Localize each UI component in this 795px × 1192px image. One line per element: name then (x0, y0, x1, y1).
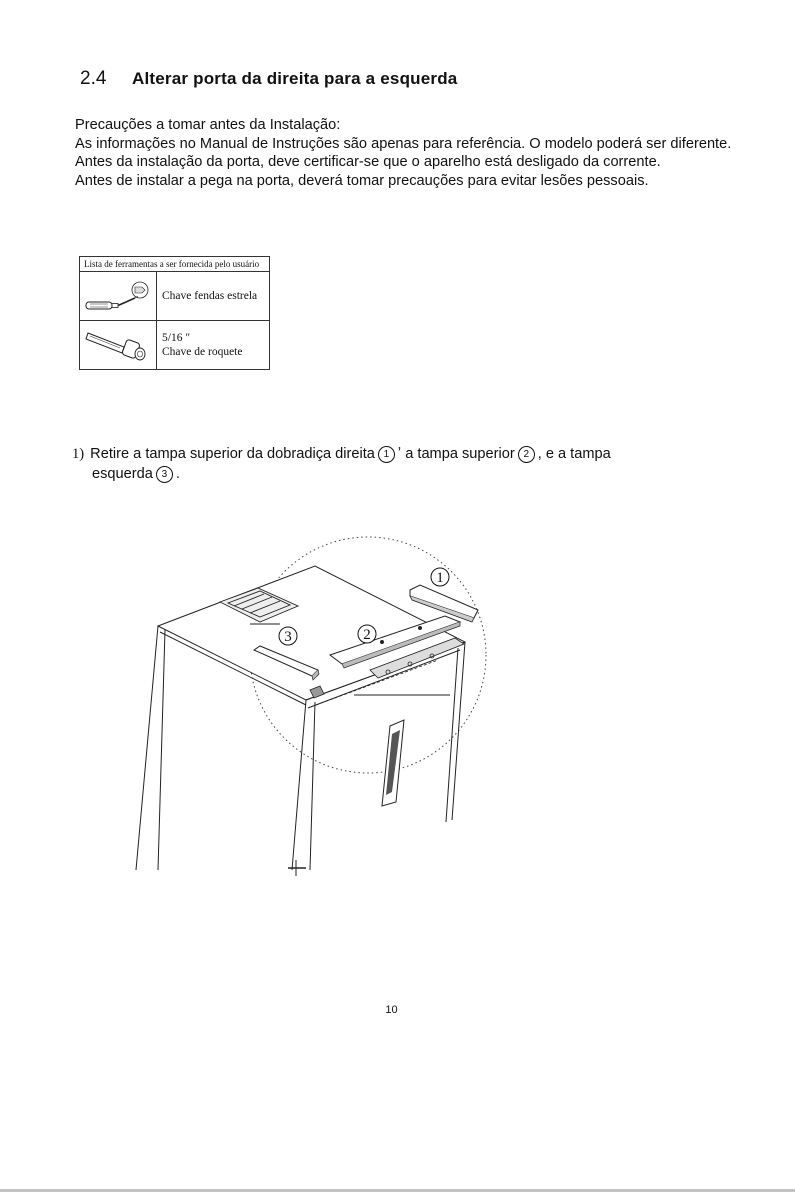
tool-size: 5/16 ″ (162, 332, 191, 344)
section-heading (80, 68, 457, 90)
refrigerator-hinge-diagram (120, 530, 500, 880)
tool-label-ratchet: Chave de roquete (162, 346, 243, 358)
socket-wrench-icon (80, 321, 154, 369)
step-text-e: . (175, 466, 180, 482)
screwdriver-icon (80, 272, 154, 320)
figure-callout-1: 1 (436, 570, 444, 586)
precaution-handle: Antes de instalar a pega na porta, deverá tomar precauções para evitar lesões pessoais. (75, 172, 649, 189)
tools-table-header: Lista de ferramentas a ser fornecida pelo usuário (80, 257, 270, 272)
tools-table (79, 256, 270, 370)
callout-marker-1: 1 (378, 446, 395, 463)
step-text-c: , e a tampa (537, 446, 611, 462)
step-text-d: esquerda (92, 466, 153, 482)
precaution-reference: As informações no Manual de Instruções são apenas para referência. O modelo poderá ser diferente. (75, 135, 732, 152)
figure-callout-3: 3 (284, 629, 292, 645)
section-title: Alterar porta da direita para a esquerda (132, 69, 458, 88)
precautions-text (75, 116, 737, 190)
callout-marker-3: 3 (156, 466, 173, 483)
table-row (80, 272, 270, 321)
step-text-a: Retire a tampa superior da dobradiça direita (90, 446, 375, 462)
figure-callout-2: 2 (363, 627, 371, 643)
step-1-instruction (72, 444, 732, 484)
tool-label-screwdriver: Chave fendas estrela (162, 290, 258, 302)
step-number: 1) (72, 446, 85, 462)
page-number: 10 (385, 1004, 398, 1016)
step-text-b: ʼ a tampa superior (397, 446, 515, 462)
door-handle (382, 720, 404, 806)
callout-marker-2: 2 (518, 446, 535, 463)
precaution-power: Antes da instalação da porta, deve certificar-se que o aparelho está desligado da corrente. (75, 154, 661, 170)
refrigerator-body (136, 566, 465, 870)
precautions-heading: Precauções a tomar antes da Instalação: (75, 117, 341, 133)
section-number: 2.4 (80, 68, 107, 89)
table-row (80, 321, 270, 370)
